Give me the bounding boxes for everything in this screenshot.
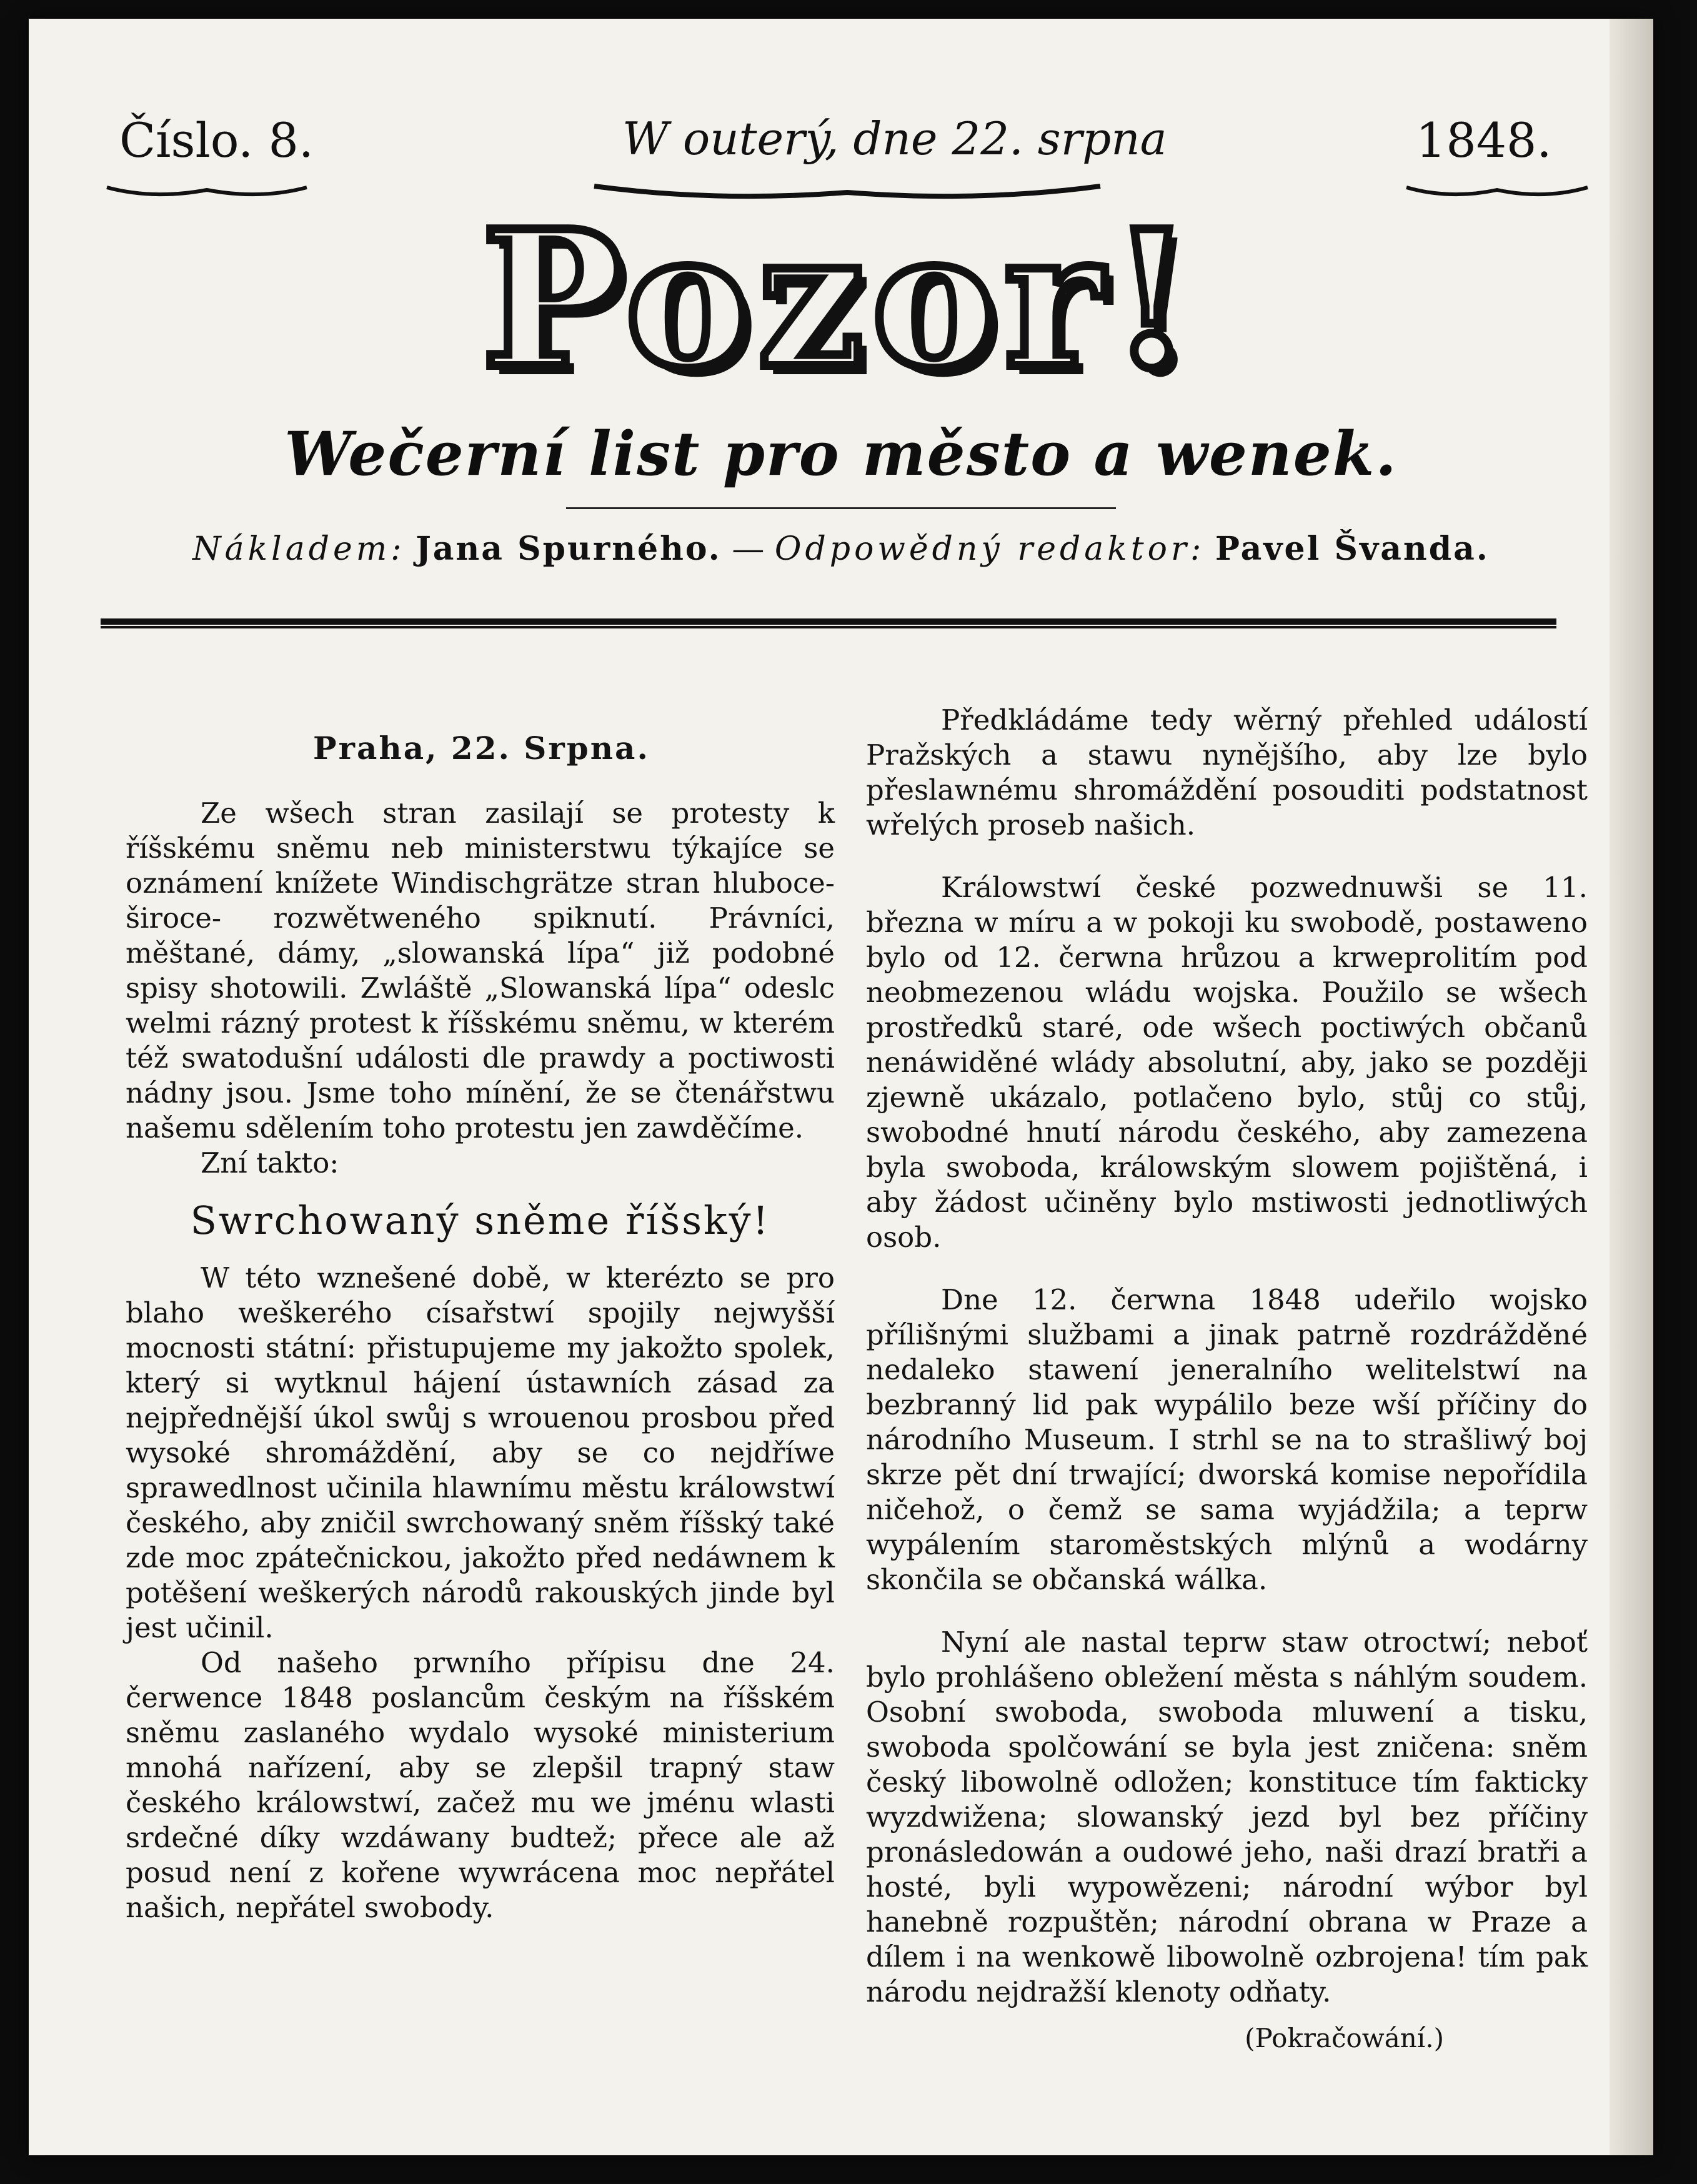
issue-date: W outerý, dne 22. srpna [622,112,1167,165]
flourish-right-ornament [1403,181,1591,200]
article-paragraph: Nyní ale nastal teprw staw otroctwí; neboť bylo prohlášeno obležení města s náhlým soudem. Osobní swoboda, swoboda mluwení a tisku, swoboda spolčowání se byla jest zničena: sněm český libowolně odložen; konstituce tím fakticky wyzdwižena; slowanský jezd byl bez příčiny pronásledowán a oudowé jeho, naši drazí bratři a hosté, byli wypowězeni; národní wýbor byl hanebně rozpuštěn; národní obrana w Praze a dílem i na wenkowě libowolně ozbrojena! tím pak národu nejdražší klenoty odňaty. [866,1626,1588,2008]
dateline-heading: Praha, 22. Srpna. [313,730,650,767]
article-paragraph: Od našeho prwního přípisu dne 24. čerwence 1848 poslancům českým na říšském sněmu zaslaného wydalo wysoké ministerium mnohá nařízení, aby se zlepšil trapný staw českého králowstwí, začež mu we jménu wlasti srdečné díky wzdáwany budtež; přece ale až posud není z kořene wywrácena moc nepřátel našich, nepřátel swobody. [126,1646,835,1924]
credits-separator: — [732,530,765,568]
continued-note: (Pokračowání.) [1245,2023,1444,2053]
issue-year: 1848. [1416,112,1552,168]
editor-label: Odpowědný redaktor: [774,530,1205,568]
article-paragraph: Předkládáme tedy wěrný přehled událostí Pražských a stawu nynějšího, aby lze bylo přeslawnému shromáždění posouditi podstatnost wřelých proseb našich. [866,703,1588,841]
publisher-name: Jana Spurného. [416,530,722,568]
masthead [29,112,1653,194]
header-double-rule [101,618,1556,628]
article-paragraph: W této wznešené době, w kterézto se pro blaho weškerého císařstwí spojily nejwyšší mocnosti státní: přistupujeme my jakožto spolek, který si wytknul hájení ústawních zásad za nejpřednější úkol swůj s wrouenou prosbou před wysoké shromáždění, aby se co nejdříwe sprawedlnost učinila hlawnímu městu králowstwí českého, aby zničil swrchowaný sněm říšský také zde moc zpátečnickou, jakožto před nedáwnem k potěšení weškerých národů rakouských jinde byl jest učinil. [126,1261,835,1644]
flourish-left-ornament [104,181,310,200]
issue-number: Číslo. 8. [119,112,314,168]
right-column [866,703,1588,2056]
newspaper-page [29,19,1653,2155]
left-column [126,731,835,1925]
newspaper-subtitle: Wečerní list pro město a wenek. [284,419,1398,489]
publisher-label: Nákladem: [192,530,406,568]
editor-name: Pavel Švanda. [1215,530,1490,568]
article-paragraph: Ze wšech stran zasilají se protesty k říšskému sněmu neb ministerstwu týkajíce se oznámení knížete Windischgrätze stran hluboce- široce- rozwětweného spiknutí. Právníci, měštané, dámy, „slowanská lípa“ již podobné spisy shotowili. Zwláště „Slowanská lípa“ odeslc welmi rázný protest k říšskému sněmu, w kterém též swatodušní události dle prawdy a poctiwosti nádny jsou. Jsme toho mínění, že se čtenářstwu našemu sdělením toho protestu jen zawděčíme. [126,797,835,1144]
newspaper-title: Pozor! [482,189,1200,410]
credits-line [29,530,1653,568]
article-paragraph: Králowstwí české pozwednuwši se 11. března w míru a w pokoji ku swobodě, postaweno bylo od 12. čerwna hrůzou a krweprolitím pod neobmezenou wládu wojska. Použilo se wšech prostředků staré, ode wšech poctiwých občanů nenáwiděné wlády absolutní, aby, jako se později zjewně ukázalo, potlačeno bylo, stůj co stůj, swobodné hnutí národu českého, aby zamezena byla swoboda, králowským slowem pojištěná, i aby žádost učiněny bylo mstiwosti jednotliwých osob. [866,871,1588,1254]
address-heading: Swrchowaný sněme říšský! [190,1198,770,1243]
lead-line: Zní takto: [201,1146,339,1179]
subtitle-rule [566,507,1116,509]
article-paragraph: Dne 12. čerwna 1848 udeřilo wojsko přílišnými službami a jinak patrně rozdrážděné nedaleko stawení jeneralního welitelstwí na bezbranný lid pak wypálilo beze wší příčiny do národního Museum. I strhl se na to strašliwý boj skrze pět dní trwající; dworská komise nepořídila ničehož, o čemž se sama wyjádžila; a teprw wypálením staroměstských mlýnů a wodárny skončila se občanská wálka. [866,1283,1588,1596]
